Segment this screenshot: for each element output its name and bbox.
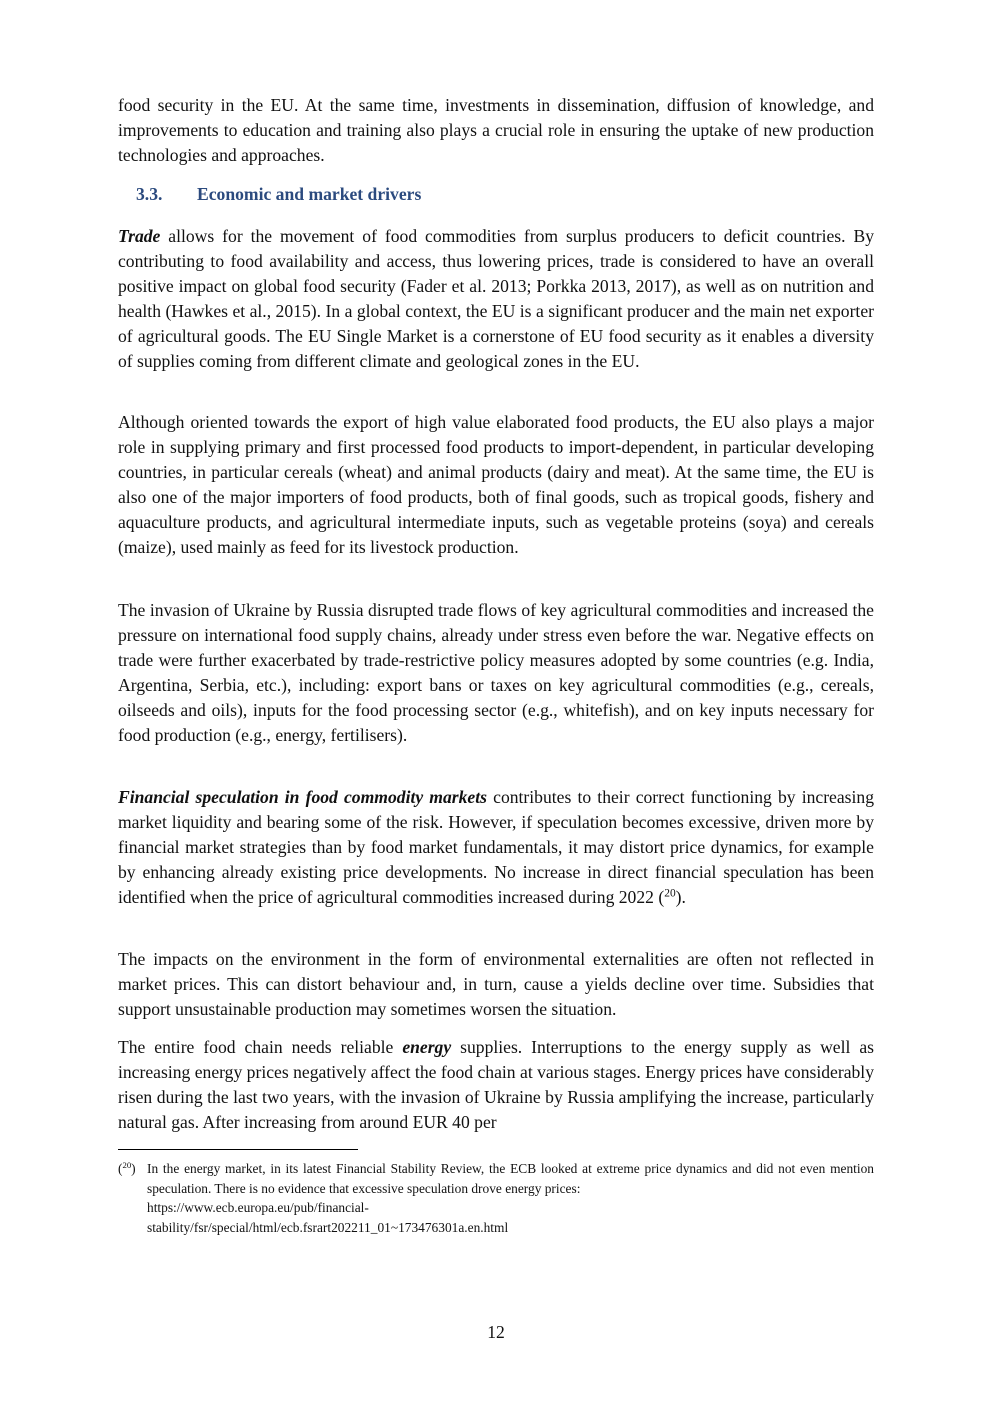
section-title: Economic and market drivers bbox=[197, 184, 422, 204]
paragraph-speculation-end: ). bbox=[675, 886, 686, 907]
footnote-mark: ($^{20}$) bbox=[118, 1160, 136, 1176]
page-number: 12 bbox=[487, 1322, 505, 1342]
paragraph-energy bbox=[118, 1035, 874, 1135]
paragraph-trade bbox=[118, 224, 874, 373]
footnote-separator bbox=[118, 1149, 358, 1150]
footnote-link-part-2[interactable]: stability/fsr/special/html/ecb.fsrart202211_01~173476301a.en.html bbox=[147, 1220, 509, 1236]
footnote-link-part-1[interactable]: https://www.ecb.europa.eu/pub/financial- bbox=[147, 1200, 369, 1216]
footnote-ref-20[interactable]: 20 bbox=[664, 887, 676, 900]
paragraph-speculation-text: contributes to their correct functioning by increasing market liquidity and bearing some of the risk. However, if speculation becomes excessive, driven more by financial market strategies than by food market fundamentals, it may distort price dynamics, for example by enhancing already existing price developments. No increase in direct financial speculation has been identified when the price of agricultural commodities increased during 2022 ( bbox=[118, 787, 874, 907]
paragraph-energy-start: The entire food chain needs reliable bbox=[118, 1037, 403, 1057]
term-financial-speculation: Financial speculation in food commodity markets bbox=[118, 787, 487, 807]
section-number: 3.3. bbox=[136, 184, 163, 204]
term-trade: Trade bbox=[118, 226, 161, 246]
term-energy: energy bbox=[402, 1037, 452, 1057]
paragraph-energy-text: supplies. Interruptions to the energy supply as well as increasing energy prices negatively affect the food chain at various stages. Energy prices have considerably risen during the last two years, with the invasion of Ukraine by Russia amplifying the increase, particularly natural gas. After increasing from around EUR 40 per bbox=[118, 1037, 874, 1132]
footnote-20 bbox=[118, 1159, 874, 1238]
paragraph-eu-exports-imports: Although oriented towards the export of high value elaborated food products, the EU also plays a major role in supplying primary and first processed food products to import-dependent, in particular developing countries, in particular cereals (wheat) and animal products (dairy and meat). At the same time, the EU is also one of the major importers of food products, both of final goods, such as tropical goods, fishery and aquaculture products, and agricultural intermediate inputs, such as vegetable proteins (soya) and cereals (maize), used mainly as feed for its livestock production. bbox=[118, 412, 874, 557]
paragraph-trade-text: allows for the movement of food commodities from surplus producers to deficit countries. By contributing to food availability and access, thus lowering prices, trade is considered to have an overall positive impact on global food security (Fader et al. 2013; Porkka 2013, 2017), as well as on nutrition and health (Hawkes et al., 2015). In a global context, the EU is a significant producer and the main net exporter of agricultural goods. The EU Single Market is a cornerstone of EU food security as it enables a diversity of supplies coming from different climate and geological zones in the EU. bbox=[118, 226, 874, 371]
paragraph-food-security-continuation: food security in the EU. At the same time, investments in dissemination, diffusion of knowledge, and improvements to education and training also plays a crucial role in ensuring the uptake of new production technologies and approaches. bbox=[118, 95, 874, 165]
section-heading bbox=[136, 182, 421, 206]
paragraph-ukraine-invasion: The invasion of Ukraine by Russia disrupted trade flows of key agricultural commodities and increased the pressure on international food supply chains, already under stress even before the war. Negative effects on trade were further exacerbated by trade-restrictive policy measures adopted by some countries (e.g. India, Argentina, Serbia, etc.), including: export bans or taxes on key agricultural commodities (e.g., cereals, oilseeds and oils), inputs for the food processing sector (e.g., whitefish), and on key inputs necessary for food production (e.g., energy, fertilisers). bbox=[118, 600, 874, 745]
footnote-text: In the energy market, in its latest Financial Stability Review, the ECB looked at extreme price dynamics and did not even mention speculation. There is no evidence that excessive speculation drove energy prices: bbox=[147, 1161, 874, 1196]
paragraph-financial-speculation bbox=[118, 785, 874, 910]
paragraph-environment: The impacts on the environment in the form of environmental externalities are often not reflected in market prices. This can distort behaviour and, in turn, cause a yields decline over time. Subsidies that support unsustainable production may sometimes worsen the situation. bbox=[118, 949, 874, 1019]
